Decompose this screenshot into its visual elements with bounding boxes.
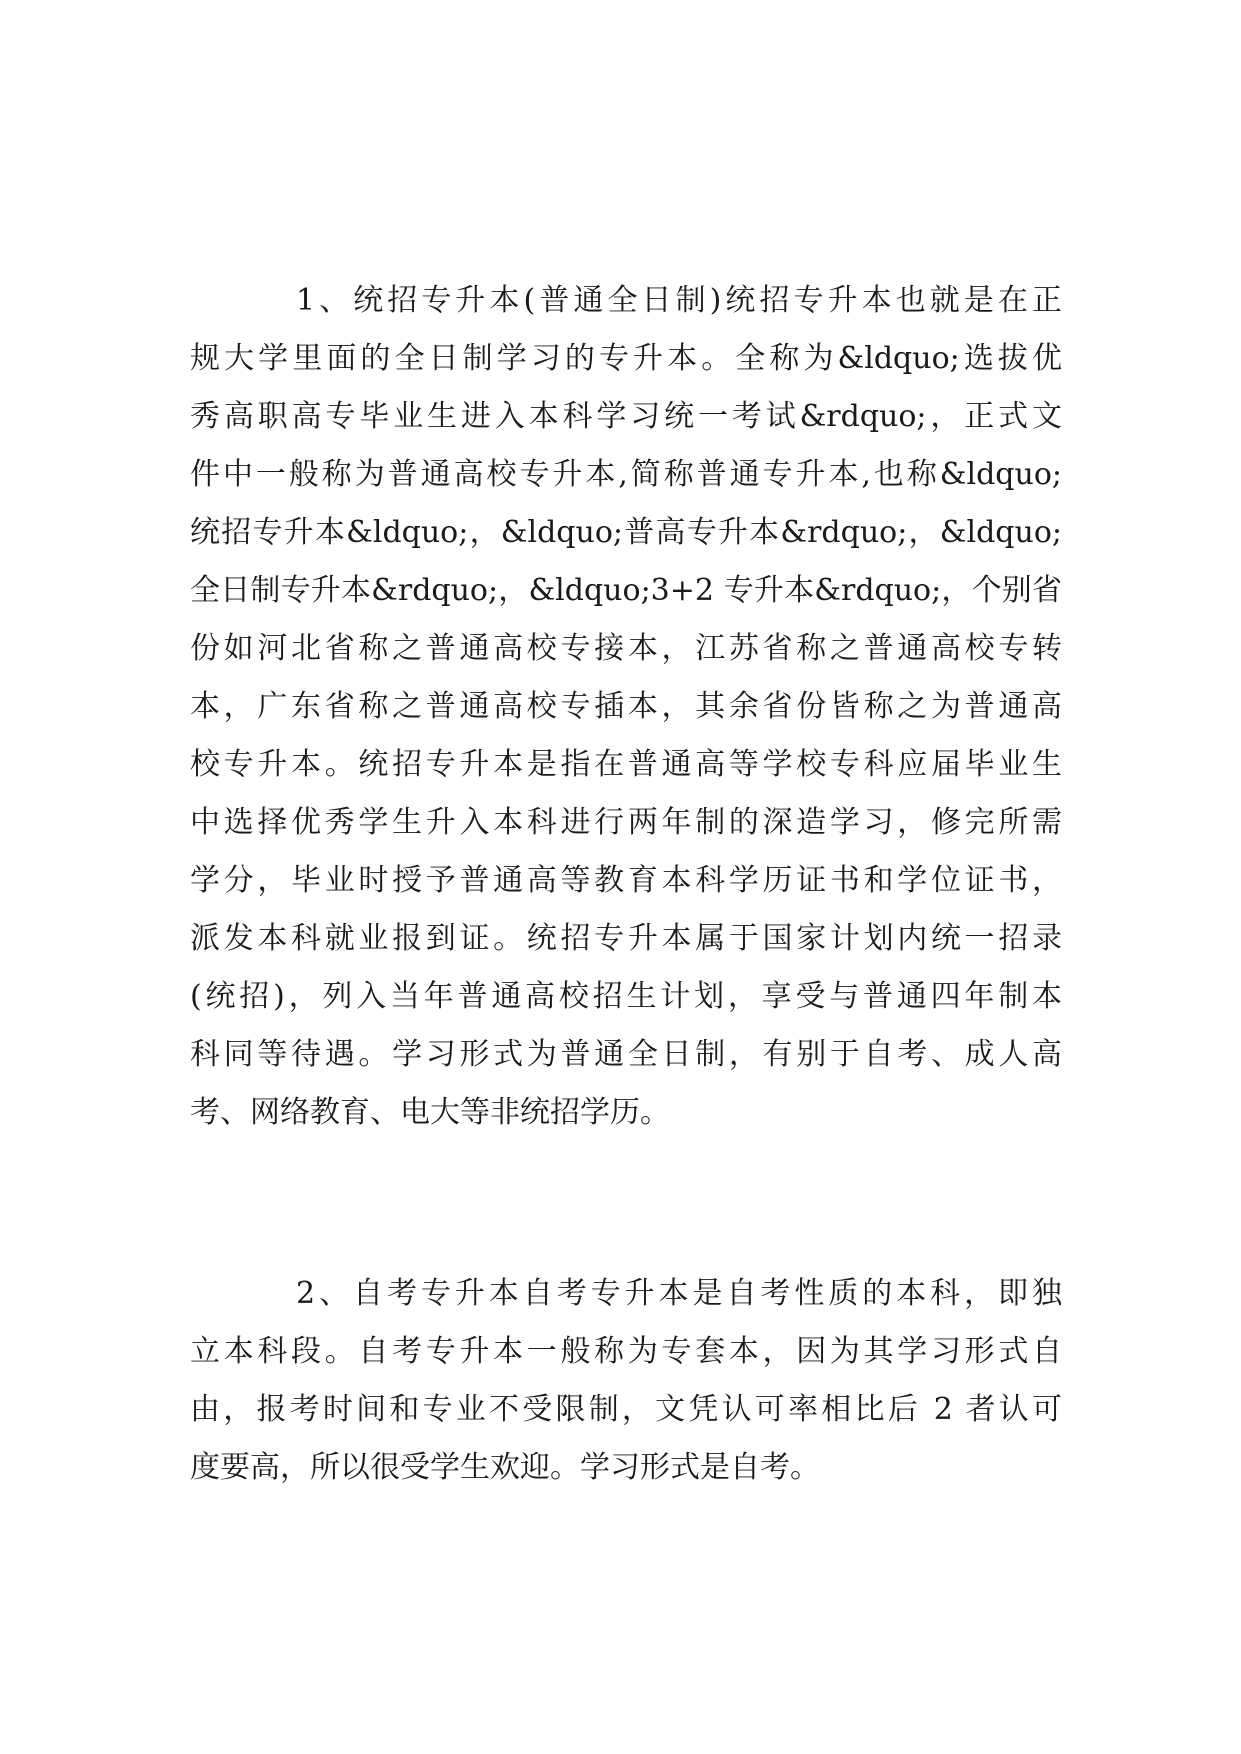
- paragraph-2-line-4: 度要高，所以很受学生欢迎。学习形式是自考。: [190, 1450, 820, 1485]
- paragraph-1-line-11: 学分，毕业时授予普通高等教育本科学历证书和学位证书，: [190, 863, 1062, 898]
- paragraph-2-line-3: 由，报考时间和专业不受限制，文凭认可率相比后 2 者认可: [190, 1392, 1062, 1427]
- paragraph-1-line-9: 校专升本。统招专升本是指在普通高等学校专科应届毕业生: [190, 747, 1062, 782]
- paragraph-1-line-5: 统招专升本&ldquo;，&ldquo;普高专升本&rdquo;，&ldquo;: [190, 515, 1062, 550]
- paragraph-1-line-4: 件中一般称为普通高校专升本,简称普通专升本,也称&ldquo;: [190, 457, 1062, 492]
- paragraph-2-line-2: 立本科段。自考专升本一般称为专套本，因为其学习形式自: [190, 1334, 1062, 1369]
- paragraph-1-line-12: 派发本科就业报到证。统招专升本属于国家计划内统一招录: [190, 921, 1062, 956]
- paragraph-1-line-15: 考、网络教育、电大等非统招学历。: [190, 1095, 670, 1130]
- paragraph-1-line-3: 秀高职高专毕业生进入本科学习统一考试&rdquo;，正式文: [190, 399, 1062, 434]
- paragraph-1-line-6: 全日制专升本&rdquo;，&ldquo;3+2 专升本&rdquo;，个别省: [190, 573, 1062, 608]
- paragraph-2: [190, 1265, 1062, 1497]
- paragraph-1-line-10: 中选择优秀学生升入本科进行两年制的深造学习，修完所需: [190, 805, 1062, 840]
- paragraph-1-line-14: 科同等待遇。学习形式为普通全日制，有别于自考、成人高: [190, 1037, 1062, 1072]
- paragraph-1-line-13: (统招)，列入当年普通高校招生计划，享受与普通四年制本: [190, 979, 1062, 1014]
- paragraph-1-line-7: 份如河北省称之普通高校专接本，江苏省称之普通高校专转: [190, 631, 1062, 666]
- paragraph-1-line-8: 本，广东省称之普通高校专插本，其余省份皆称之为普通高: [190, 689, 1062, 724]
- paragraph-2-line-1: 2、自考专升本自考专升本是自考性质的本科，即独: [296, 1276, 1062, 1311]
- paragraph-1-line-2: 规大学里面的全日制学习的专升本。全称为&ldquo;选拔优: [190, 341, 1062, 376]
- paragraph-1: [190, 272, 1062, 1142]
- paragraph-1-line-1: 1、统招专升本(普通全日制)统招专升本也就是在正: [296, 283, 1062, 318]
